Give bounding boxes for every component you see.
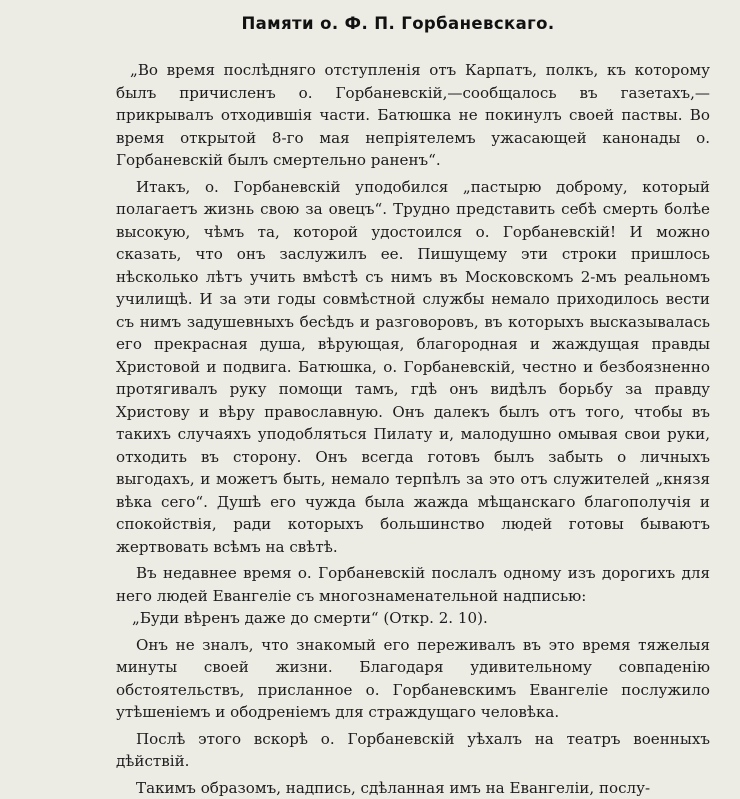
- paragraph-newspaper-quote: „Во время послѣдняго отступленія отъ Карпатъ, полкъ, къ которому былъ причисленъ о. Горбаневскій,—сообщалось въ газетахъ,—прикрывалъ отходившія части. Батюшка не покинулъ своей паствы. Во время открытой 8-го мая непріятелемъ ужасающей канонады о. Горбаневскій былъ смертельно раненъ“.: [116, 59, 710, 172]
- paragraph-consolation: Онъ не зналъ, что знакомый его переживалъ въ это время тяжелыя минуты своей жизни. Благодаря удивительному совпаденію обстоятельствъ, присланное о. Горбаневскимъ Евангеліе послужило утѣшеніемъ и ободреніемъ для страждущаго человѣка.: [116, 634, 710, 724]
- article-title: Памяти о. Ф. П. Горбаневскаго.: [116, 14, 710, 33]
- paragraph-inscription: „Буди вѣренъ даже до смерти“ (Откр. 2. 10).: [116, 607, 710, 630]
- paragraph-gospel-gift: Въ недавнее время о. Горбаневскій послалъ одному изъ дорогихъ для него людей Евангеліе съ многознаменательной надписью:: [116, 562, 710, 607]
- paragraph-departure: Послѣ этого вскорѣ о. Горбаневскій уѣхалъ на театръ военныхъ дѣйствій.: [116, 728, 710, 773]
- paragraph-good-shepherd: Итакъ, о. Горбаневскій уподобился „пастырю доброму, который полагаетъ жизнь свою за овецъ“. Трудно представить себѣ смерть болѣе высокую, чѣмъ та, которой удостоился о. Горбаневскій! И можно сказать, что онъ заслужилъ ее. Пишущему эти строки пришлось нѣсколько лѣтъ учить вмѣстѣ съ нимъ въ Московскомъ 2-мъ реальномъ училищѣ. И за эти годы совмѣстной службы немало приходилось вести съ нимъ задушевныхъ бесѣдъ и разговоровъ, въ которыхъ высказывалась его прекрасная душа, вѣрующая, благородная и жаждущая правды Христовой и подвига. Батюшка, о. Горбаневскій, честно и безбоязненно протягивалъ руку помощи тамъ, гдѣ онъ видѣлъ борьбу за правду Христову и вѣру православную. Онъ далекъ былъ отъ того, чтобы въ такихъ случаяхъ уподобляться Пилату и, малодушно омывая свои руки, отходить въ сторону. Онъ всегда готовъ былъ забыть о личныхъ выгодахъ, и можетъ быть, немало терпѣлъ за это отъ служителей „князя вѣка сего“. Душѣ его чужда была жажда мѣщанскаго благополучія и спокойствія, ради которыхъ большинство людей готовы бываютъ жертвовать всѣмъ на свѣтѣ.: [116, 176, 710, 559]
- paragraph-conclusion: Такимъ образомъ, надпись, сдѣланная имъ на Евангеліи, послу-: [116, 777, 710, 799]
